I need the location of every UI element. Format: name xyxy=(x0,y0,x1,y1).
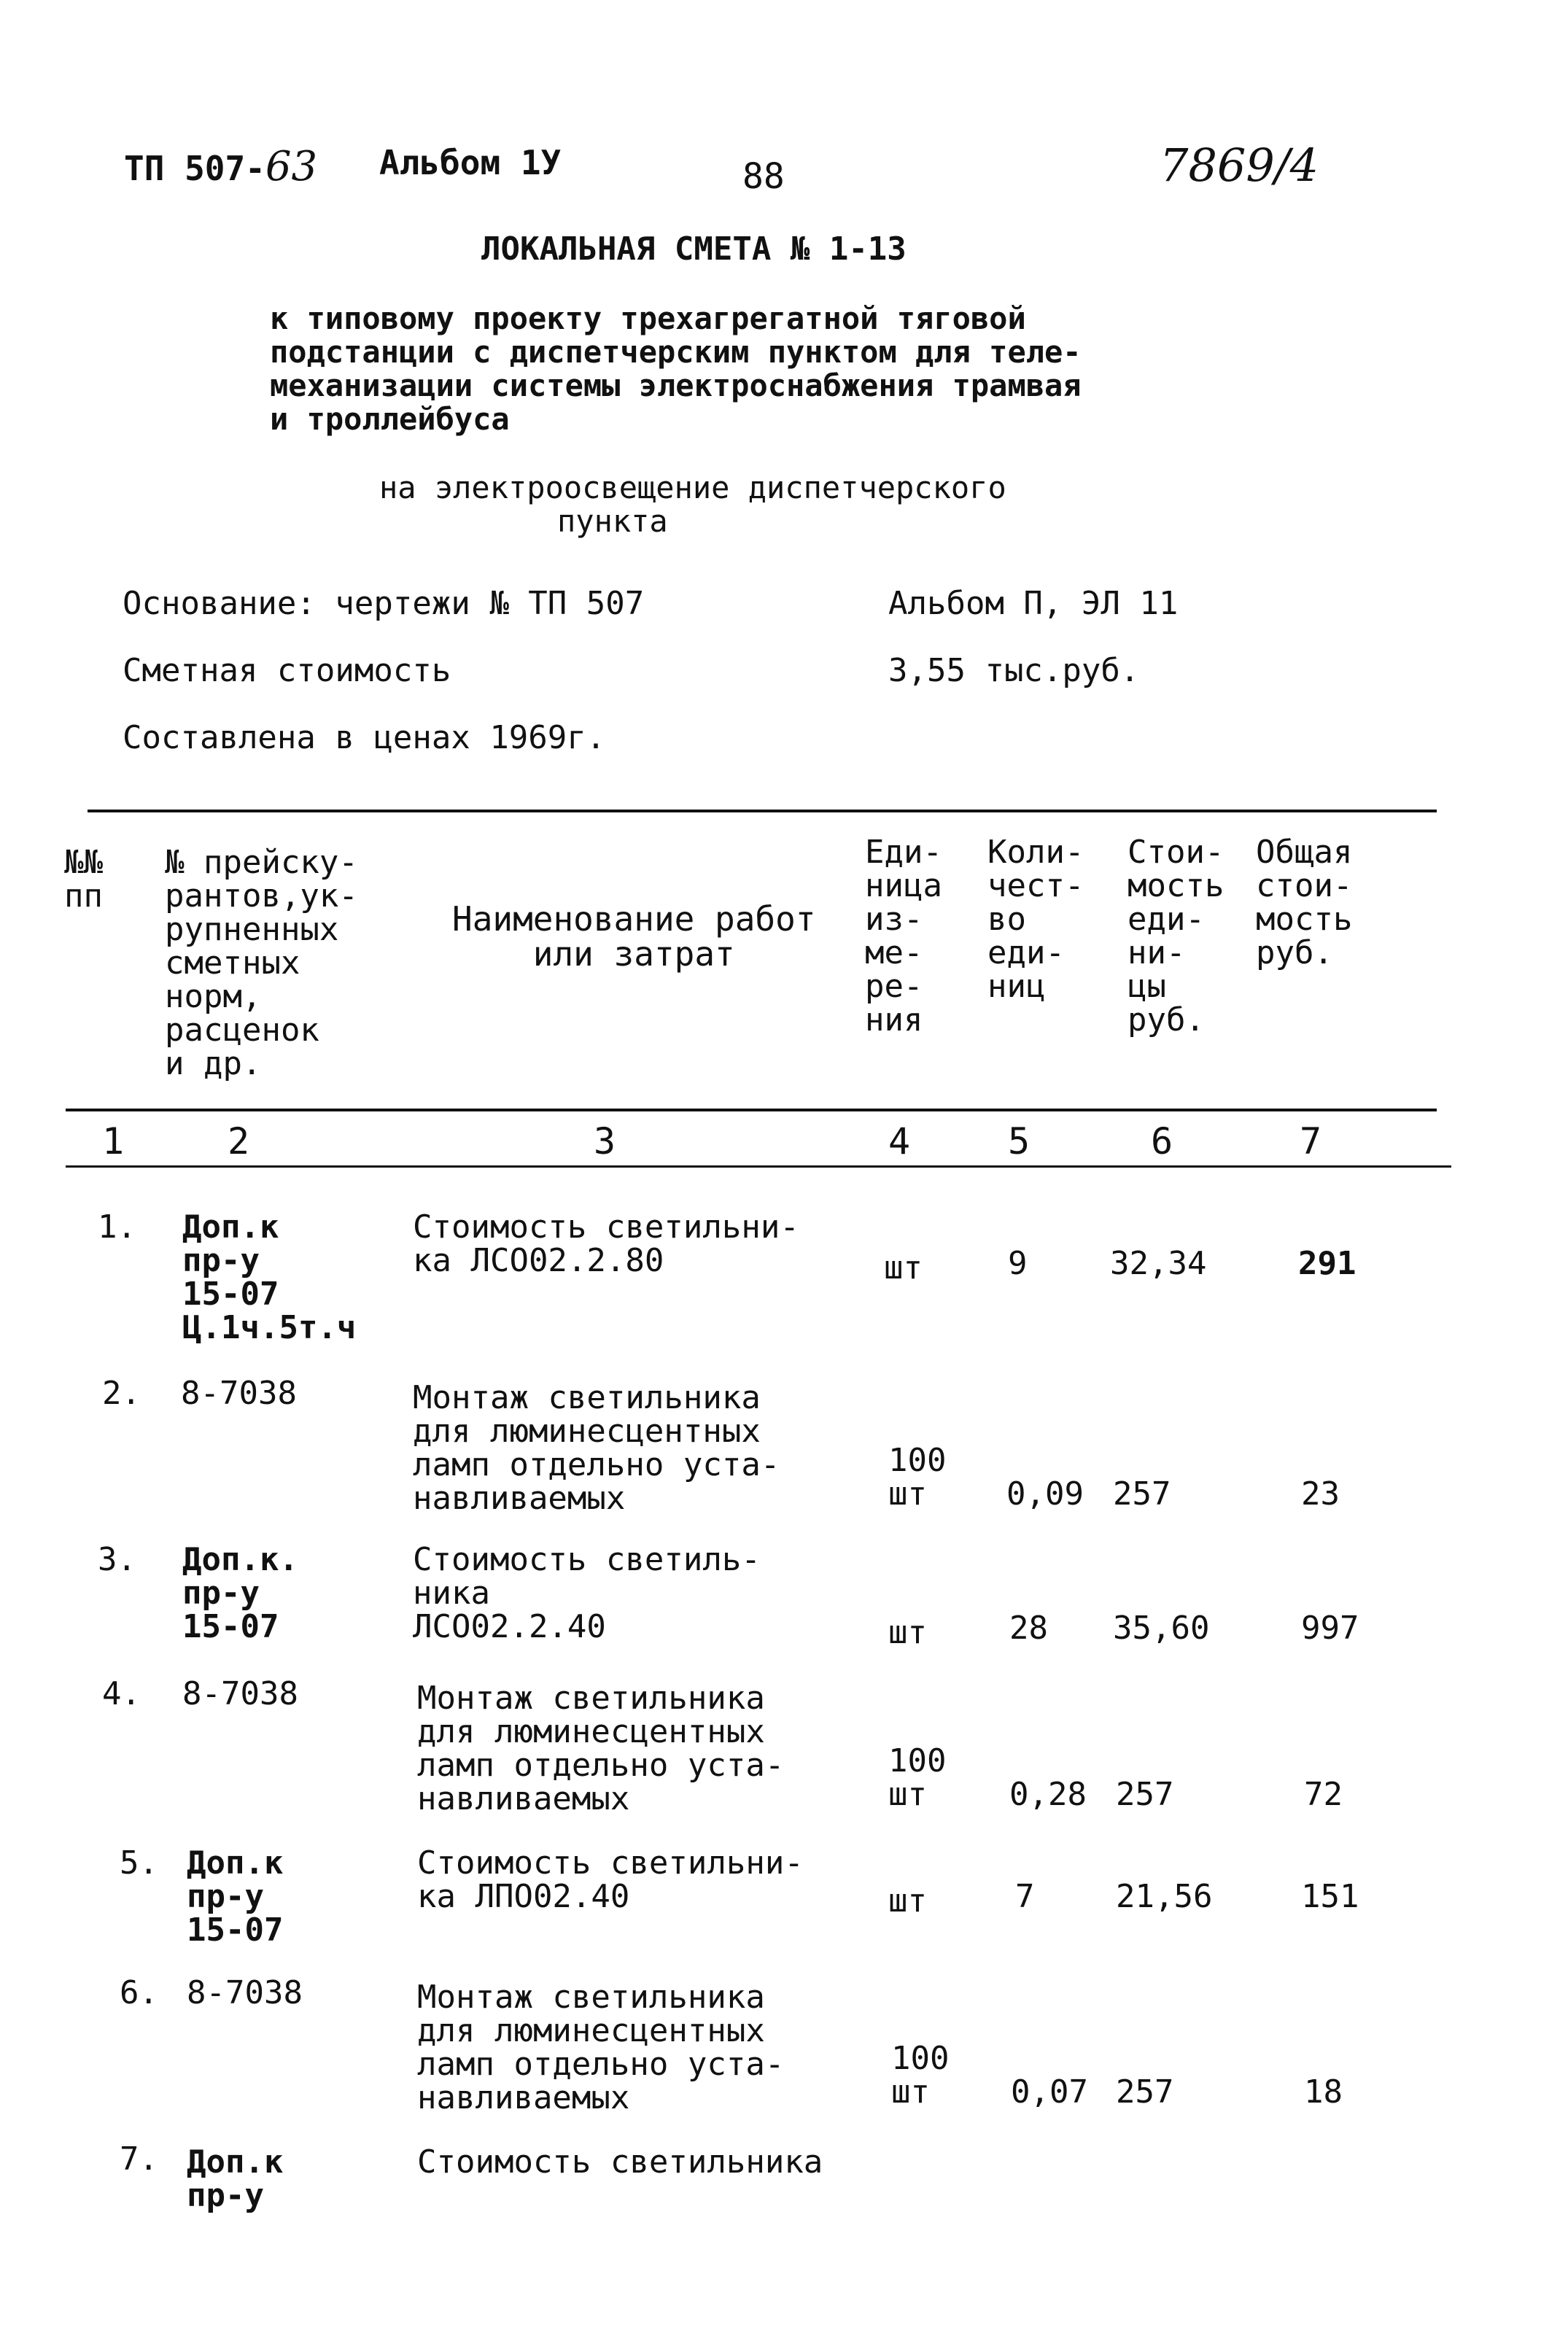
doc-code xyxy=(124,143,317,190)
column-number-4: 4 xyxy=(888,1120,911,1162)
header-col-1: №№ пп xyxy=(64,844,103,915)
row-name: Стоимость светиль- ника ЛСО02.2.40 xyxy=(413,1541,761,1645)
row-qty: 0,07 xyxy=(1011,2073,1088,2111)
header-col-2: № прейску- рантов,ук- рупненных сметных норм, расценок и др. xyxy=(165,844,358,1082)
row-total: 23 xyxy=(1301,1475,1340,1513)
subtitle-line-3: механизации системы электроснабжения трамвая xyxy=(270,368,1082,403)
page-number: 88 xyxy=(742,156,785,197)
row-name: Стоимость светильни- ка ЛПО02.40 xyxy=(417,1844,804,1915)
row-ref: 8-7038 xyxy=(187,1974,303,2011)
row-number: 7. xyxy=(120,2140,158,2178)
purpose-line-2: пункта xyxy=(557,503,668,539)
row-unit: шт xyxy=(888,1882,927,1920)
column-number-2: 2 xyxy=(228,1120,250,1162)
row-ref: Доп.к пр-у 15-07 Ц.1ч.5т.ч xyxy=(182,1208,357,1346)
row-number: 5. xyxy=(120,1844,158,1882)
row-unit: 100 шт xyxy=(891,2040,950,2111)
row-total: 151 xyxy=(1301,1878,1359,1915)
inventory-number: 7869/4 xyxy=(1160,139,1319,192)
row-qty: 0,09 xyxy=(1006,1475,1084,1513)
row-ref: Доп.к. пр-у 15-07 xyxy=(182,1541,298,1645)
row-price: 21,56 xyxy=(1116,1878,1213,1915)
column-number-rule xyxy=(66,1165,1451,1168)
row-ref: Доп.к пр-у 15-07 xyxy=(187,1844,284,1949)
row-price: 32,34 xyxy=(1110,1245,1207,1282)
header-col-3: Наименование работ или затрат xyxy=(452,899,816,974)
doc-code-handwritten: 63 xyxy=(265,143,318,190)
subtitle-line-2: подстанции с диспетчерским пунктом для теле- xyxy=(270,334,1082,370)
row-name: Стоимость светильни- ка ЛСО02.2.80 xyxy=(413,1208,799,1279)
row-number: 2. xyxy=(102,1375,141,1412)
row-price: 35,60 xyxy=(1113,1610,1210,1647)
row-number: 3. xyxy=(98,1541,136,1578)
row-name: Стоимость светильника xyxy=(417,2143,823,2181)
row-unit: 100 шт xyxy=(888,1442,947,1513)
header-col-5: Коли- чест- во еди- ниц xyxy=(987,834,1084,1005)
row-name: Монтаж светильника для люминесцентных ламп отдельно уста- навливаемых xyxy=(417,1680,785,1817)
row-name: Монтаж светильника для люминесцентных ламп отдельно уста- навливаемых xyxy=(417,1979,785,2116)
header-col-4: Еди- ница из- ме- ре- ния xyxy=(865,834,942,1039)
row-unit: шт xyxy=(884,1249,923,1286)
prices-label: Составлена в ценах 1969г. xyxy=(123,719,606,756)
row-total: 18 xyxy=(1304,2073,1343,2111)
basis-label: Основание: чертежи № ТП 507 xyxy=(123,585,645,622)
header-col-7: Общая стои- мость руб. xyxy=(1256,834,1353,971)
row-unit: шт xyxy=(888,1614,927,1651)
row-total: 72 xyxy=(1304,1776,1343,1813)
row-ref: 8-7038 xyxy=(182,1675,298,1712)
doc-code-typed: ТП 507- xyxy=(124,149,265,188)
row-total: 291 xyxy=(1298,1245,1357,1282)
document-title: ЛОКАЛЬНАЯ СМЕТА № 1-13 xyxy=(481,230,907,268)
row-ref: 8-7038 xyxy=(181,1375,297,1412)
basis-value: Альбом П, ЭЛ 11 xyxy=(888,585,1179,622)
row-ref: Доп.к пр-у xyxy=(187,2143,284,2214)
row-number: 6. xyxy=(120,1974,158,2011)
row-unit: 100 шт xyxy=(888,1742,947,1813)
column-number-7: 7 xyxy=(1300,1120,1322,1162)
header-bottom-rule xyxy=(66,1109,1437,1111)
row-qty: 7 xyxy=(1015,1878,1035,1915)
column-number-6: 6 xyxy=(1151,1120,1173,1162)
album-label: Альбом 1У xyxy=(379,143,562,182)
row-price: 257 xyxy=(1116,2073,1174,2111)
purpose-line-1: на электроосвещение диспетчерского xyxy=(379,470,1006,505)
subtitle-line-4: и троллейбуса xyxy=(270,401,510,437)
row-qty: 28 xyxy=(1009,1610,1048,1647)
cost-label: Сметная стоимость xyxy=(123,652,451,689)
column-number-5: 5 xyxy=(1008,1120,1031,1162)
header-col-6: Стои- мость еди- ни- цы руб. xyxy=(1128,834,1224,1039)
column-number-3: 3 xyxy=(594,1120,616,1162)
subtitle-line-1: к типовому проекту трехагрегатной тяговой xyxy=(270,300,1026,336)
row-name: Монтаж светильника для люминесцентных ламп отдельно уста- навливаемых xyxy=(413,1379,780,1517)
table-top-rule xyxy=(88,810,1437,812)
row-number: 1. xyxy=(98,1208,136,1246)
row-qty: 0,28 xyxy=(1009,1776,1087,1813)
column-number-1: 1 xyxy=(102,1120,125,1162)
row-total: 997 xyxy=(1301,1610,1359,1647)
row-qty: 9 xyxy=(1008,1245,1028,1282)
row-price: 257 xyxy=(1116,1776,1174,1813)
row-price: 257 xyxy=(1113,1475,1171,1513)
cost-value: 3,55 тыс.руб. xyxy=(888,652,1140,689)
row-number: 4. xyxy=(102,1675,141,1712)
